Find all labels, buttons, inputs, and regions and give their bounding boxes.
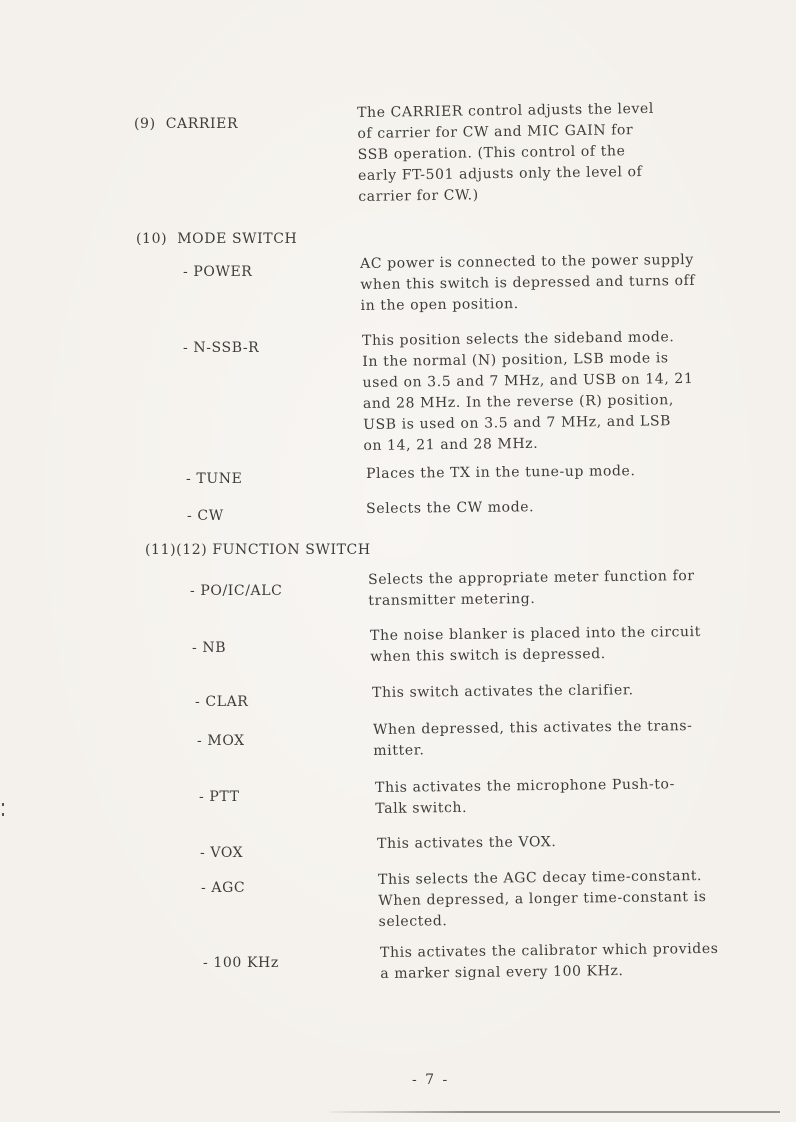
item-label-mox: - MOX (197, 733, 245, 749)
tune-description (366, 461, 636, 485)
text-line: This selects the AGC decay time-constant. (378, 868, 703, 888)
scan-mark (2, 803, 4, 806)
text-line: When depressed, a longer time-constant is (378, 888, 707, 909)
text-line: This activates the VOX. (377, 834, 557, 852)
agc-description (378, 866, 707, 933)
cw-description (366, 497, 534, 520)
section-number: (10) (136, 231, 168, 247)
text-line: early FT-501 adjusts only the level of (357, 164, 643, 184)
item-label-cw: - CW (187, 508, 224, 524)
item-label-n-ssb-r: - N-SSB-R (183, 340, 260, 356)
text-line: on 14, 21 and 28 MHz. (363, 435, 539, 454)
nb-description (370, 622, 701, 668)
text-line: of carrier for CW and MIC GAIN for (357, 122, 634, 142)
text-line: This switch activates the clarifier. (372, 682, 634, 701)
text-line: USB is used on 3.5 and 7 MHz, and LSB (363, 413, 672, 433)
po-ic-alc-description (368, 566, 695, 612)
vox-description (377, 832, 556, 855)
power-description (360, 250, 696, 317)
text-line: Selects the appropriate meter function for (368, 568, 695, 588)
section-11-12-heading (145, 540, 371, 560)
section-number: (9) (134, 116, 156, 132)
text-line: and 28 MHz. In the reverse (R) position, (362, 392, 674, 412)
section-title: FUNCTION SWITCH (212, 542, 371, 558)
text-line: used on 3.5 and 7 MHz, and USB on 14, 21 (362, 370, 694, 391)
text-line: This position selects the sideband mode. (362, 329, 675, 349)
item-label-ptt: - PTT (199, 789, 240, 805)
bottom-edge-line (330, 1111, 780, 1113)
section-10-heading (136, 229, 297, 249)
text-line: This activates the calibrator which provides (380, 940, 719, 961)
item-label-agc: - AGC (201, 880, 246, 896)
section-title: CARRIER (165, 116, 239, 132)
text-line: This activates the microphone Push-to- (375, 776, 675, 796)
item-label-100-khz: - 100 KHz (203, 955, 279, 971)
text-line: SSB operation. (This control of the (357, 143, 626, 163)
item-label-po-ic-alc: - PO/IC/ALC (190, 583, 283, 599)
item-label-tune: - TUNE (186, 471, 243, 487)
text-line: In the normal (N) position, LSB mode is (362, 350, 669, 370)
100-khz-description (380, 939, 719, 985)
ptt-description (375, 774, 675, 820)
text-line: in the open position. (360, 296, 519, 314)
clar-description (372, 680, 634, 704)
section-9-heading (134, 114, 238, 134)
text-line: The noise blanker is placed into the circuit (370, 623, 702, 644)
text-line: carrier for CW.) (358, 187, 479, 205)
item-label-nb: - NB (192, 640, 227, 656)
text-line: Selects the CW mode. (366, 499, 535, 517)
text-line: mitter. (373, 742, 425, 759)
n-ssb-r-description (362, 327, 694, 457)
page-number: - 7 - (412, 1072, 450, 1088)
item-label-power: - POWER (183, 264, 253, 280)
text-line: Talk switch. (375, 799, 468, 817)
carrier-description (357, 99, 655, 208)
text-line: a marker signal every 100 KHz. (380, 963, 624, 982)
text-line: when this switch is depressed and turns off (360, 272, 696, 293)
section-number: (11)(12) (145, 542, 208, 558)
text-line: When depressed, this activates the trans- (373, 718, 693, 738)
text-line: when this switch is depressed. (370, 646, 606, 665)
text-line: selected. (378, 913, 448, 930)
item-label-vox: - VOX (200, 845, 244, 861)
text-line: Places the TX in the tune-up mode. (366, 463, 636, 482)
mox-description (373, 716, 693, 762)
text-line: transmitter metering. (368, 590, 536, 609)
text-line: AC power is connected to the power supply (360, 251, 694, 272)
scan-mark (2, 813, 4, 816)
item-label-clar: - CLAR (195, 694, 249, 710)
section-title: MODE SWITCH (177, 231, 298, 247)
text-line: The CARRIER control adjusts the level (357, 100, 655, 121)
